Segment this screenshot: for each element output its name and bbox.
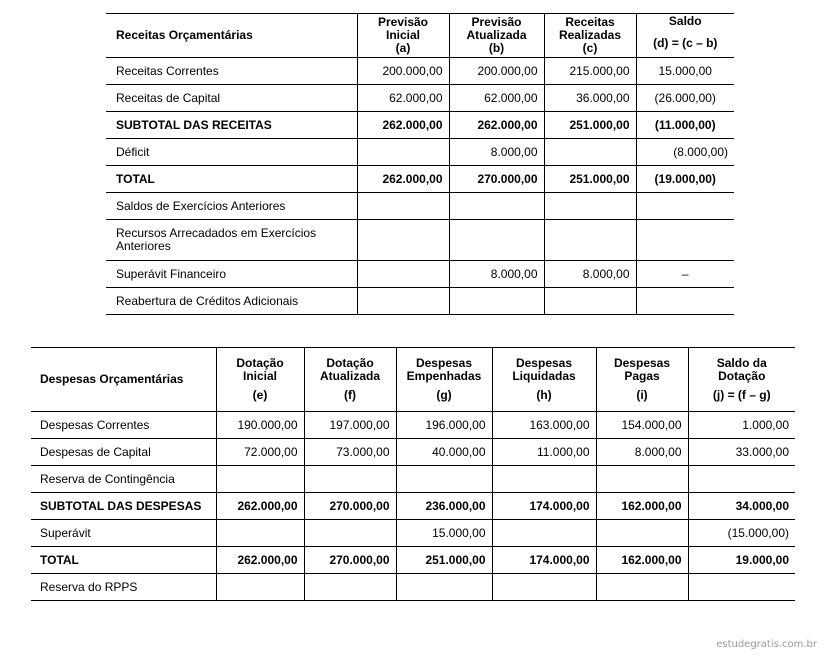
cell-h <box>492 466 596 493</box>
cell-f <box>304 466 396 493</box>
table-row <box>106 85 734 112</box>
row-label: Superávit Financeiro <box>116 267 227 281</box>
row-label: Receitas Correntes <box>116 64 219 78</box>
cell-h: 174.000,00 <box>492 547 596 574</box>
row-label: Despesas de Capital <box>40 445 151 459</box>
cell-e <box>216 466 304 493</box>
cell-e: 72.000,00 <box>216 439 304 466</box>
cell-f: 270.000,00 <box>304 493 396 520</box>
cell-e: 262.000,00 <box>216 493 304 520</box>
cell-j <box>688 466 795 493</box>
cell-a <box>357 220 449 261</box>
cell-c: 215.000,00 <box>544 58 636 85</box>
table-row <box>31 493 795 520</box>
cell-d: 15.000,00 <box>636 58 734 85</box>
receitas-header-saldo: Saldo (d) = (c – b) <box>636 14 734 58</box>
cell-d: – <box>636 261 734 288</box>
cell-g: 251.000,00 <box>396 547 492 574</box>
cell-a: 62.000,00 <box>357 85 449 112</box>
cell-f: 73.000,00 <box>304 439 396 466</box>
cell-g <box>396 574 492 601</box>
cell-c <box>544 220 636 261</box>
table-row <box>31 439 795 466</box>
despesas-table <box>31 347 795 601</box>
cell-i <box>596 574 688 601</box>
cell-c <box>544 139 636 166</box>
table-row <box>106 166 734 193</box>
cell-c <box>544 193 636 220</box>
cell-j: 19.000,00 <box>688 547 795 574</box>
table-row <box>106 193 734 220</box>
receitas-header-row <box>106 14 734 58</box>
table-row <box>106 58 734 85</box>
cell-d <box>636 220 734 261</box>
cell-c <box>544 288 636 315</box>
cell-i <box>596 466 688 493</box>
row-label: Saldos de Exercícios Anteriores <box>116 199 286 213</box>
row-label: SUBTOTAL DAS DESPESAS <box>40 499 202 513</box>
table-row <box>31 466 795 493</box>
cell-d: (19.000,00) <box>636 166 734 193</box>
cell-a <box>357 261 449 288</box>
cell-c: 251.000,00 <box>544 112 636 139</box>
cell-a <box>357 288 449 315</box>
despesas-header-despesas-liquidadas: Despesas Liquidadas (h) <box>492 348 596 412</box>
row-label: TOTAL <box>40 553 79 567</box>
despesas-header-dotacao-inicial: Dotação Inicial (e) <box>216 348 304 412</box>
table-row <box>106 112 734 139</box>
cell-i: 162.000,00 <box>596 547 688 574</box>
row-label: Despesas Correntes <box>40 418 150 432</box>
cell-e: 262.000,00 <box>216 547 304 574</box>
table-row <box>106 220 734 261</box>
cell-g: 15.000,00 <box>396 520 492 547</box>
cell-i: 162.000,00 <box>596 493 688 520</box>
cell-j: 34.000,00 <box>688 493 795 520</box>
cell-h <box>492 520 596 547</box>
cell-g: 196.000,00 <box>396 412 492 439</box>
table-row <box>106 288 734 315</box>
cell-e <box>216 574 304 601</box>
cell-j: 33.000,00 <box>688 439 795 466</box>
cell-b: 62.000,00 <box>449 85 544 112</box>
cell-a: 200.000,00 <box>357 58 449 85</box>
cell-d <box>636 193 734 220</box>
despesas-header-despesas-empenhadas: Despesas Empenhadas (g) <box>396 348 492 412</box>
cell-j: 1.000,00 <box>688 412 795 439</box>
cell-b <box>449 220 544 261</box>
despesas-header-despesas-pagas: Despesas Pagas (i) <box>596 348 688 412</box>
cell-b: 262.000,00 <box>449 112 544 139</box>
row-label: Reabertura de Créditos Adicionais <box>116 294 299 308</box>
cell-j <box>688 574 795 601</box>
cell-d: (11.000,00) <box>636 112 734 139</box>
cell-h: 163.000,00 <box>492 412 596 439</box>
cell-c: 251.000,00 <box>544 166 636 193</box>
cell-f: 197.000,00 <box>304 412 396 439</box>
row-label: Receitas de Capital <box>116 91 221 105</box>
cell-h: 11.000,00 <box>492 439 596 466</box>
despesas-header-label: Despesas Orçamentárias <box>40 372 184 386</box>
cell-g: 40.000,00 <box>396 439 492 466</box>
despesas-header-dotacao-atualizada: Dotação Atualizada (f) <box>304 348 396 412</box>
cell-b: 270.000,00 <box>449 166 544 193</box>
cell-c: 36.000,00 <box>544 85 636 112</box>
cell-b <box>449 288 544 315</box>
cell-d <box>636 288 734 315</box>
row-label: Reserva de Contingência <box>40 472 175 486</box>
cell-i: 8.000,00 <box>596 439 688 466</box>
table-row <box>106 261 734 288</box>
cell-j: (15.000,00) <box>688 520 795 547</box>
table-row <box>31 412 795 439</box>
cell-a: 262.000,00 <box>357 112 449 139</box>
cell-f: 270.000,00 <box>304 547 396 574</box>
cell-i: 154.000,00 <box>596 412 688 439</box>
despesas-header-saldo-dotacao: Saldo da Dotação (j) = (f – g) <box>688 348 795 412</box>
cell-a: 262.000,00 <box>357 166 449 193</box>
cell-i <box>596 520 688 547</box>
cell-g <box>396 466 492 493</box>
watermark: estudegratis.com.br <box>716 639 817 650</box>
cell-f <box>304 574 396 601</box>
row-label: Déficit <box>116 145 150 159</box>
table-row <box>31 547 795 574</box>
cell-g: 236.000,00 <box>396 493 492 520</box>
receitas-header-previsao-inicial: Previsão Inicial (a) <box>357 14 449 58</box>
cell-e: 190.000,00 <box>216 412 304 439</box>
table-row <box>106 139 734 166</box>
row-label: Recursos Arrecadados em Exercícios Anteriores <box>116 226 317 253</box>
row-label: SUBTOTAL DAS RECEITAS <box>116 118 272 132</box>
despesas-header-row <box>31 348 795 412</box>
row-label: Superávit <box>40 526 91 540</box>
receitas-header-label: Receitas Orçamentárias <box>116 28 253 42</box>
cell-f <box>304 520 396 547</box>
cell-b: 8.000,00 <box>449 139 544 166</box>
cell-h <box>492 574 596 601</box>
row-label: TOTAL <box>116 172 155 186</box>
row-label: Reserva do RPPS <box>40 580 138 594</box>
receitas-header-receitas-realizadas: Receitas Realizadas (c) <box>544 14 636 58</box>
cell-b: 200.000,00 <box>449 58 544 85</box>
cell-d: (26.000,00) <box>636 85 734 112</box>
cell-b <box>449 193 544 220</box>
cell-a <box>357 139 449 166</box>
cell-a <box>357 193 449 220</box>
table-row <box>31 574 795 601</box>
cell-b: 8.000,00 <box>449 261 544 288</box>
cell-e <box>216 520 304 547</box>
receitas-table <box>106 13 734 315</box>
cell-h: 174.000,00 <box>492 493 596 520</box>
receitas-header-previsao-atualizada: Previsão Atualizada (b) <box>449 14 544 58</box>
cell-c: 8.000,00 <box>544 261 636 288</box>
table-row <box>31 520 795 547</box>
cell-d: (8.000,00) <box>636 139 734 166</box>
